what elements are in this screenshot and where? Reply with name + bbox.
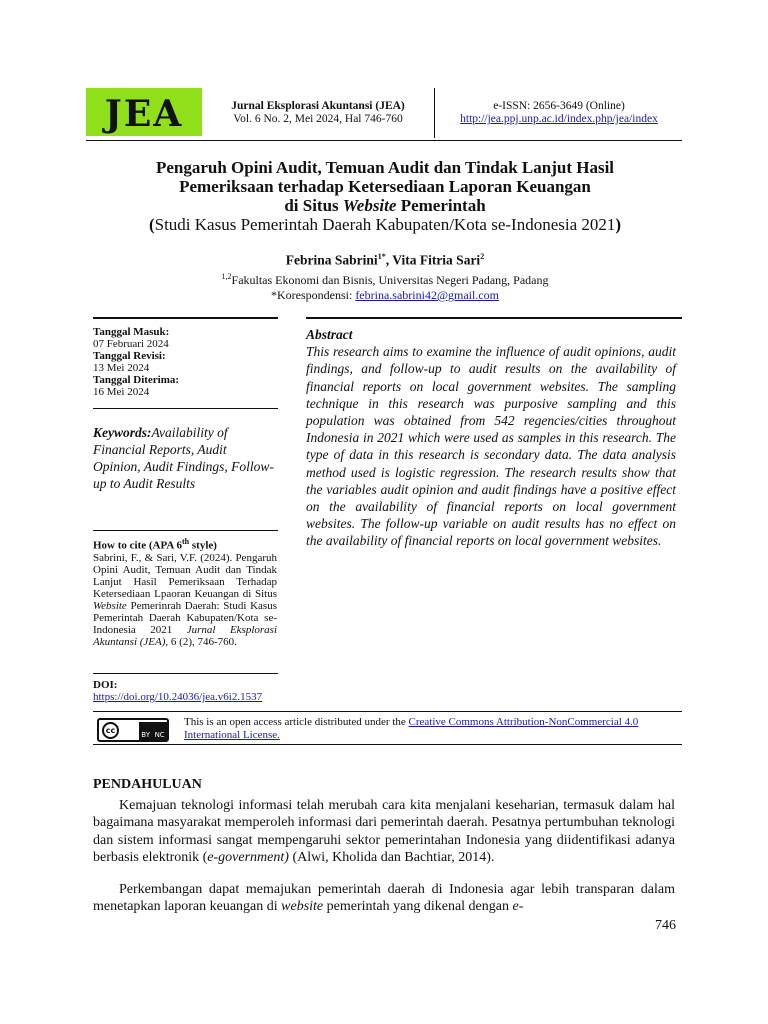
author-1-sup: 1* [377, 252, 386, 261]
header-divider [434, 88, 435, 138]
revised-label: Tanggal Revisi: [93, 350, 166, 362]
affiliation-block [90, 269, 680, 303]
sidebar-rule-3 [93, 673, 278, 674]
cite-label-pre: How to cite (APA 6 [93, 539, 182, 552]
cc-nc-label: NC [154, 731, 165, 739]
sidebar-top-rule [93, 317, 278, 319]
logo-text: JEA [104, 93, 184, 135]
submission-dates [93, 326, 277, 398]
header-rule [86, 140, 682, 141]
subtitle-text: Studi Kasus Pemerintah Daerah Kabupaten/Kota se-Indonesia 2021 [154, 215, 616, 234]
journal-name: Jurnal Eksplorasi Akuntansi (JEA) [231, 100, 405, 112]
cite-em-1: Website [93, 599, 127, 612]
sidebar-rule-1 [93, 408, 278, 409]
cite-label-sup: th [182, 537, 190, 546]
affiliation-sup: 1,2 [221, 272, 232, 281]
cc-by-nc-icon [139, 722, 167, 740]
journal-volume: Vol. 6 No. 2, Mei 2024, Hal 746-760 [233, 113, 403, 125]
sidebar-rule-2 [93, 530, 278, 531]
p1-text-b: (Alwi, Kholida dan Bachtiar, 2014). [288, 849, 495, 865]
cite-label-post: style) [189, 539, 217, 552]
received-label: Tanggal Masuk: [93, 326, 170, 338]
accepted-label: Tanggal Diterima: [93, 374, 180, 386]
abstract-top-rule [306, 317, 682, 319]
doi-label: DOI: [93, 679, 118, 691]
journal-url-link[interactable]: http://jea.ppj.unp.ac.id/index.php/jea/index [460, 113, 658, 125]
section-heading: PENDAHULUAN [93, 777, 202, 792]
correspondence [90, 288, 680, 303]
p1-text-a: Kemajuan teknologi informasi telah merubah cara kita menjalani keseharian, termasuk dalam hal bagaimana masyarakat memperoleh informasi dari pemerintah daerah. Pesatnya pertumbuhan teknologi dan sistem informasi sangat mempengaruhi sektor pemerintahan Indonesia yang diidentifikasi adanya berbasis elektronik ( [93, 798, 675, 865]
title-line-3-em: Website [342, 196, 397, 215]
author-2-sup: 2 [480, 252, 485, 261]
license-top-rule [93, 711, 682, 712]
how-to-cite [93, 536, 277, 648]
doi-link[interactable]: https://doi.org/10.24036/jea.v6i2.1537 [93, 691, 263, 703]
license-text [184, 716, 680, 741]
p2-em-1: website [281, 899, 324, 915]
abstract-text: This research aims to examine the influence of audit opinions, audit findings, and follow-up to audit results on the availability of financial reports on local government websites. The sampling technique in this research was purposive sampling and this population was obtained from 542 regencies/cities throughout Indonesia in 2021 which were used as samples in this research. The type of data in this research is secondary data. The data analysis method used is logistic regression. The research results show that the variables audit opinion and audit findings have a positive effect on the availability of financial reports on local government websites. The follow-up variable on audit results has no effect on the availability of financial reports on local government websites. [306, 344, 676, 549]
cc-license-badge[interactable] [97, 718, 169, 742]
p2-text-b: pemerintah yang dikenal dengan [323, 899, 513, 915]
revised-date: 13 Mei 2024 [93, 362, 150, 374]
keywords [93, 424, 277, 492]
title-line-2: Pemeriksaan terhadap Ketersediaan Laporan Keuangan [179, 177, 591, 196]
keywords-text: Availability of Financial Reports, Audit Opinion, Audit Findings, Follow-up to Audit Results [93, 425, 274, 491]
affiliation [90, 269, 680, 288]
cite-text-c: , 6 (2), 746-760. [165, 635, 237, 648]
body-paragraph-1 [93, 797, 675, 866]
author-1: Febrina Sabrini [285, 252, 378, 268]
abstract-heading: Abstract [306, 327, 353, 342]
author-separator: , [385, 252, 393, 268]
license-link[interactable]: Creative Commons Attribution-NonCommercial 4.0 International License. [184, 716, 639, 741]
title-line-3-pre: di Situs [284, 196, 343, 215]
received-date: 07 Februari 2024 [93, 338, 169, 350]
body-paragraph-2 [93, 881, 675, 916]
license-text-plain: This is an open access article distributed under the [184, 716, 409, 728]
cite-heading [93, 536, 277, 552]
accepted-date: 16 Mei 2024 [93, 386, 150, 398]
correspondence-email-link[interactable]: febrina.sabrini42@gmail.com [355, 288, 499, 302]
title-line-3 [90, 196, 680, 215]
cite-text-b: Pemerinrah Daerah: Studi Kasus Pemerintah Daerah Kabupaten/Kota se-Indonesia 2021 [93, 599, 277, 636]
p2-text-a: Perkembangan dapat memajukan pemerintah daerah di Indonesia agar lebih transparan dalam menetapkan laporan keuangan di [93, 882, 675, 915]
authors [90, 252, 680, 269]
page-number: 746 [655, 918, 676, 933]
journal-info [205, 100, 431, 126]
cc-icon: cc [102, 722, 119, 739]
affiliation-text: Fakultas Ekonomi dan Bisnis, Universitas Negeri Padang, Padang [231, 273, 549, 287]
journal-logo [86, 88, 202, 136]
correspondence-label: *Korespondensi: [270, 288, 356, 302]
abstract [306, 326, 676, 550]
article-title [90, 158, 680, 215]
cc-by-label: BY [141, 731, 150, 739]
cite-body [93, 552, 277, 648]
p1-em: e-government) [207, 849, 289, 865]
title-line-3-post: Pemerintah [396, 196, 486, 215]
keywords-label: Keywords: [93, 425, 152, 440]
article-subtitle: (Studi Kasus Pemerintah Daerah Kabupaten/Kota se-Indonesia 2021) [148, 215, 622, 234]
title-line-1: Pengaruh Opini Audit, Temuan Audit dan Tindak Lanjut Hasil [155, 158, 615, 177]
journal-issn-block [440, 100, 678, 126]
cite-em-2: Jurnal Eksplorasi Akuntansi (JEA) [93, 623, 277, 648]
journal-eissn: e-ISSN: 2656-3649 (Online) [493, 100, 625, 112]
doi-block [93, 679, 277, 703]
cite-text-a: Sabrini, F., & Sari, V.F. (2024). Pengaruh Opini Audit, Temuan Audit dan Tindak Lanjut Hasil Pemeriksaan Terhadap Ketersediaan Lpaoran Keuangan di Situs [93, 551, 277, 600]
license-bottom-rule [93, 744, 682, 745]
p2-em-2: e- [512, 899, 524, 915]
author-2: Vita Fitria Sari [392, 252, 481, 268]
